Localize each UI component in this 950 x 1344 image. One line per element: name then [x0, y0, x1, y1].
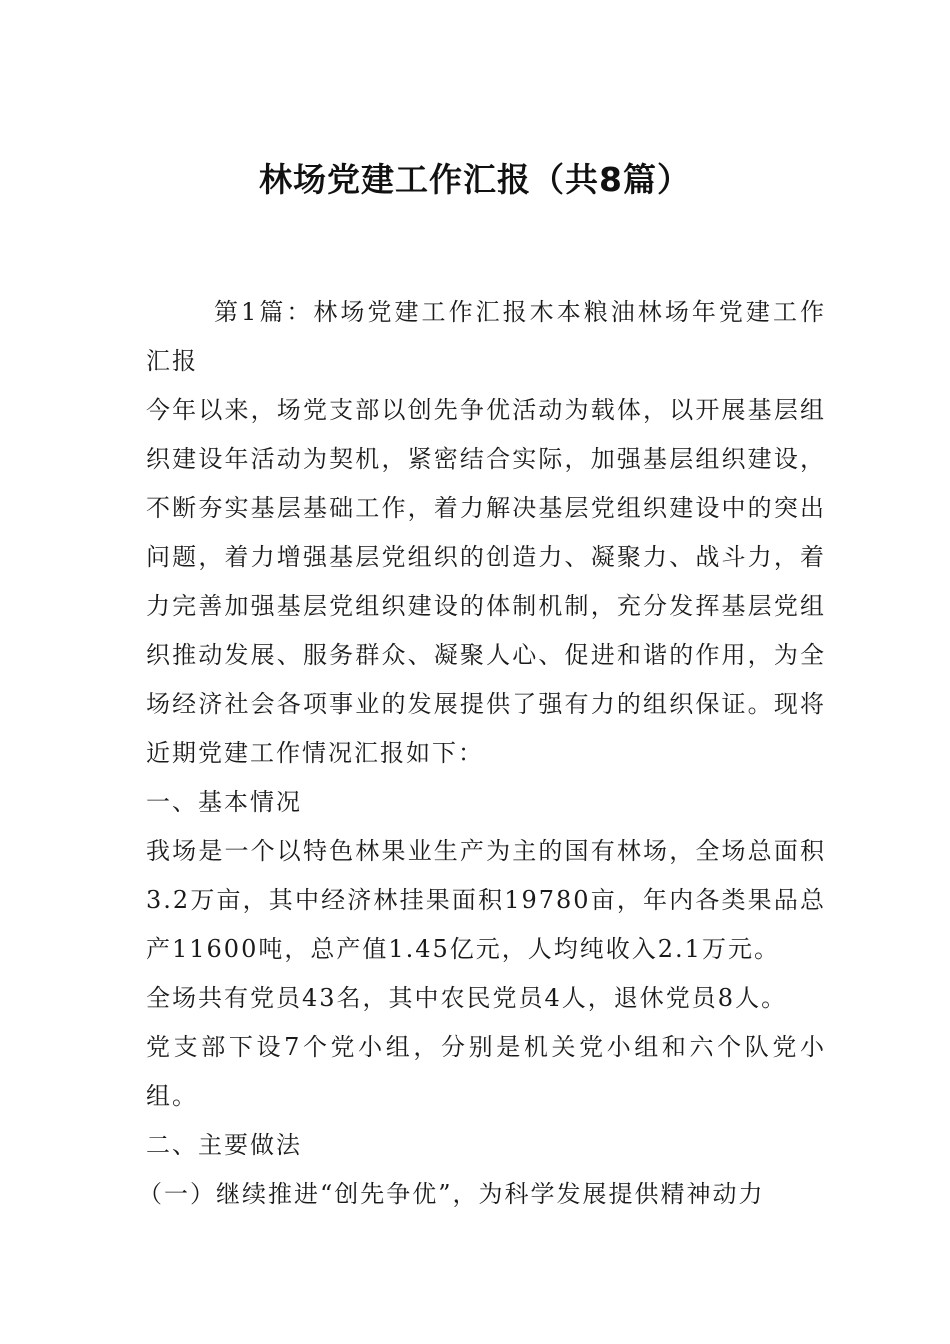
paragraph-basic-info: 我场是一个以特色林果业生产为主的国有林场，全场总面积3.2万亩，其中经济林挂果面积19780亩，年内各类果品总产11600吨，总产值1.45亿元，人均纯收入2.1万元。: [146, 837, 826, 963]
section-heading-basic-situation: 一、基本情况: [146, 788, 302, 816]
document-body: [138, 288, 826, 1219]
paragraph-groups: 党支部下设7个党小组，分别是机关党小组和六个队党小组。: [146, 1033, 826, 1110]
section-heading-main-practices: 二、主要做法: [146, 1131, 302, 1159]
subsection-heading-1: （一）继续推进“创先争优”，为科学发展提供精神动力: [138, 1180, 765, 1208]
paragraph-intro: 今年以来，场党支部以创先争优活动为载体，以开展基层组织建设年活动为契机，紧密结合实际，加强基层组织建设，不断夯实基层基础工作，着力解决基层党组织建设中的突出问题，着力增强基层党组织的创造力、凝聚力、战斗力，着力完善加强基层党组织建设的体制机制，充分发挥基层党组织推动发展、服务群众、凝聚人心、促进和谐的作用，为全场经济社会各项事业的发展提供了强有力的组织保证。现将近期党建工作情况汇报如下：: [146, 396, 826, 767]
paragraph-members: 全场共有党员43名，其中农民党员4人，退休党员8人。: [146, 984, 788, 1012]
article-heading: 第1篇：林场党建工作汇报木本粮油林场年党建工作汇报: [146, 298, 826, 375]
document-title: 林场党建工作汇报（共8篇）: [259, 160, 691, 199]
